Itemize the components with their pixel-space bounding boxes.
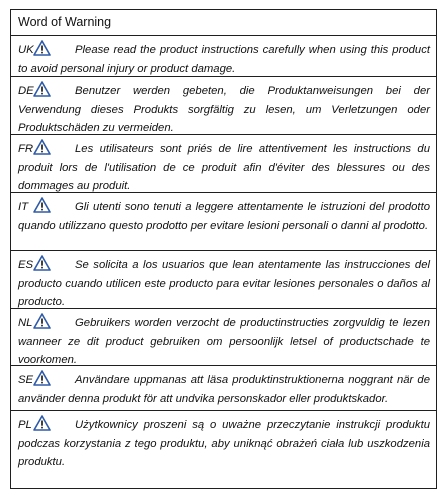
warning-triangle-icon	[33, 255, 51, 271]
warning-triangle-icon	[33, 81, 51, 97]
language-code: NL	[18, 317, 33, 329]
warning-row-it	[11, 193, 436, 251]
warning-triangle-icon	[33, 415, 51, 431]
language-code: IT	[18, 201, 29, 213]
warning-text: Les utilisateurs sont priés de lire attentivement les instructions du produit lors de l'utilisation de ce produit afin d'éviter des blessures ou des dommages au produit.	[18, 143, 430, 192]
warning-row-es	[11, 251, 436, 309]
language-code: PL	[18, 419, 32, 431]
warning-text: Se solicita a los usuarios que lean atentamente las instrucciones del producto cuando utilicen este producto para evitar lesiones personales o daños al producto.	[18, 259, 430, 308]
warning-triangle-icon	[33, 313, 51, 329]
warning-table	[10, 9, 437, 489]
warning-triangle-icon	[33, 370, 51, 386]
language-code: FR	[18, 143, 34, 155]
warning-triangle-icon	[33, 197, 51, 213]
warning-row-nl	[11, 309, 436, 366]
warning-text: Gli utenti sono tenuti a leggere attentamente le istruzioni del prodotto quando utilizzano questo prodotto per evitare lesioni personali o danni al prodotto.	[18, 201, 430, 232]
warning-text: Please read the product instructions carefully when using this product to avoid personal injury or product damage.	[18, 44, 430, 75]
warning-text: Gebruikers worden verzocht de productinstructies zorgvuldig te lezen wanneer ze dit product gebruiken om persoonlijk letsel of productschade te voorkomen.	[18, 317, 430, 366]
language-code: ES	[18, 259, 34, 271]
warning-text: Użytkownicy proszeni są o uważne przeczytanie instrukcji produktu podczas korzystania z tego produktu, aby uniknąć obrażeń ciała lub uszkodzenia produktu.	[18, 419, 430, 468]
language-code: DE	[18, 85, 34, 97]
warning-text: Användare uppmanas att läsa produktinstruktionerna noggrant när de använder denna produkt för att undvika personskador eller produktskador.	[18, 374, 430, 405]
language-code: UK	[18, 44, 34, 56]
warning-row-de	[11, 77, 436, 135]
warning-row-pl	[11, 411, 436, 470]
warning-triangle-icon	[33, 139, 51, 155]
language-code: SE	[18, 374, 34, 386]
warning-triangle-icon	[33, 40, 51, 56]
warning-row-se	[11, 366, 436, 411]
warning-row-uk	[11, 36, 436, 77]
warning-row-fr	[11, 135, 436, 193]
table-title: Word of Warning	[11, 10, 436, 36]
warning-text: Benutzer werden gebeten, die Produktanweisungen bei der Verwendung dieses Produkts sorgfältig zu lesen, um Verletzungen oder Produktschäden zu vermeiden.	[18, 85, 430, 134]
